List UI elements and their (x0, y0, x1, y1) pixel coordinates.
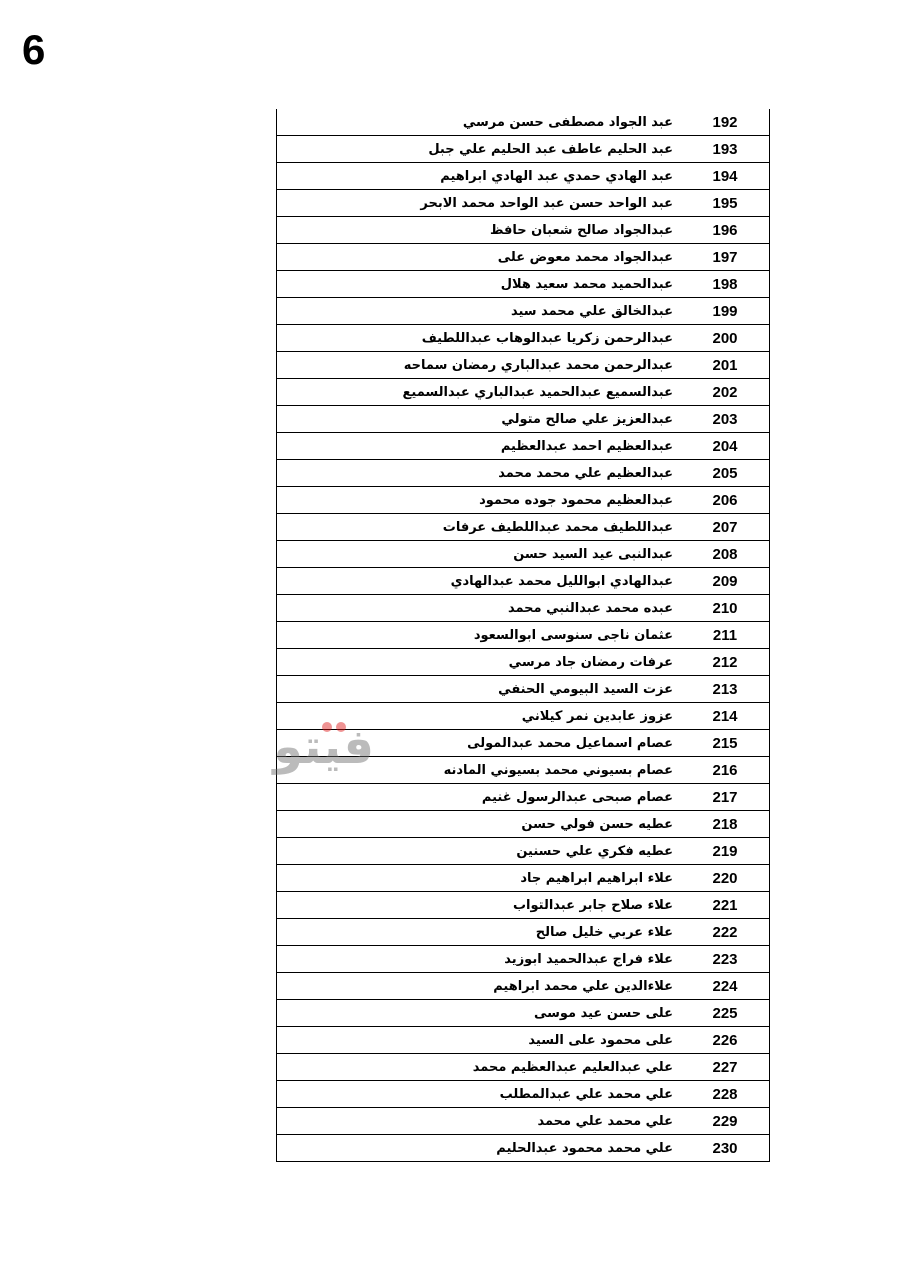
page-number: 6 (22, 26, 46, 73)
row-number: 211 (681, 622, 770, 649)
row-name: علاءالدين علي محمد ابراهيم (277, 973, 682, 1000)
table-row (277, 325, 770, 352)
table-row (277, 352, 770, 379)
row-name: عطيه حسن فولي حسن (277, 811, 682, 838)
row-number: 228 (681, 1081, 770, 1108)
row-name: علاء ابراهيم ابراهيم جاد (277, 865, 682, 892)
row-number: 201 (681, 352, 770, 379)
table-row (277, 136, 770, 163)
row-number: 195 (681, 190, 770, 217)
row-number: 205 (681, 460, 770, 487)
table-row (277, 217, 770, 244)
table-row (277, 433, 770, 460)
row-number: 193 (681, 136, 770, 163)
row-number: 208 (681, 541, 770, 568)
table-row (277, 649, 770, 676)
table-row (277, 487, 770, 514)
row-name: عبدالرحمن محمد عبدالباري رمضان سماحه (277, 352, 682, 379)
table-row (277, 703, 770, 730)
table-row (277, 298, 770, 325)
row-number: 222 (681, 919, 770, 946)
table-row (277, 811, 770, 838)
row-name: عبدالحميد محمد سعيد هلال (277, 271, 682, 298)
names-table (276, 109, 770, 1162)
row-name: عبدالسميع عبدالحميد عبدالباري عبدالسميع (277, 379, 682, 406)
row-name: عبد الهادي حمدي عبد الهادي ابراهيم (277, 163, 682, 190)
row-name: عبد الحليم عاطف عبد الحليم علي جبل (277, 136, 682, 163)
row-number: 226 (681, 1027, 770, 1054)
row-number: 220 (681, 865, 770, 892)
row-number: 230 (681, 1135, 770, 1162)
table-row (277, 1135, 770, 1162)
table-row (277, 271, 770, 298)
row-number: 218 (681, 811, 770, 838)
row-name: علي عبدالعليم عبدالعظيم محمد (277, 1054, 682, 1081)
row-number: 204 (681, 433, 770, 460)
row-number: 229 (681, 1108, 770, 1135)
row-number: 200 (681, 325, 770, 352)
table-row (277, 973, 770, 1000)
row-name: علاء عربي خليل صالح (277, 919, 682, 946)
row-name: عبد الجواد مصطفى حسن مرسي (277, 109, 682, 136)
table-row (277, 460, 770, 487)
row-number: 227 (681, 1054, 770, 1081)
table-row (277, 1054, 770, 1081)
row-name: على حسن عيد موسى (277, 1000, 682, 1027)
table-row (277, 244, 770, 271)
table-row (277, 379, 770, 406)
table-row (277, 190, 770, 217)
table-row (277, 784, 770, 811)
table-row (277, 541, 770, 568)
table-row (277, 514, 770, 541)
table-row (277, 676, 770, 703)
row-name: علي محمد محمود عبدالحليم (277, 1135, 682, 1162)
row-number: 196 (681, 217, 770, 244)
table-row (277, 1081, 770, 1108)
row-number: 192 (681, 109, 770, 136)
row-number: 210 (681, 595, 770, 622)
row-number: 225 (681, 1000, 770, 1027)
table-row (277, 622, 770, 649)
row-name: علي محمد علي محمد (277, 1108, 682, 1135)
row-name: عبداللطيف محمد عبداللطيف عرفات (277, 514, 682, 541)
table-row (277, 892, 770, 919)
row-name: عبدالعظيم علي محمد محمد (277, 460, 682, 487)
row-number: 223 (681, 946, 770, 973)
row-number: 197 (681, 244, 770, 271)
row-name: عبدالرحمن زكريا عبدالوهاب عبداللطيف (277, 325, 682, 352)
row-name: عصام بسيوني محمد بسيوني المادنه (277, 757, 682, 784)
row-name: عطيه فكري علي حسنين (277, 838, 682, 865)
table-row (277, 865, 770, 892)
row-number: 224 (681, 973, 770, 1000)
row-number: 203 (681, 406, 770, 433)
row-name: عثمان ناجى سنوسى ابوالسعود (277, 622, 682, 649)
row-number: 209 (681, 568, 770, 595)
row-number: 217 (681, 784, 770, 811)
row-number: 198 (681, 271, 770, 298)
row-name: عبدالجواد محمد معوض على (277, 244, 682, 271)
table-row (277, 946, 770, 973)
row-name: عبدالجواد صالح شعبان حافظ (277, 217, 682, 244)
row-number: 202 (681, 379, 770, 406)
row-number: 219 (681, 838, 770, 865)
row-name: عبدالعظيم احمد عبدالعظيم (277, 433, 682, 460)
row-name: عزوز عابدين نمر كيلاني (277, 703, 682, 730)
row-name: عبده محمد عبدالنبي محمد (277, 595, 682, 622)
row-name: عزت السيد البيومي الحنفي (277, 676, 682, 703)
row-name: عبدالهادي ابوالليل محمد عبدالهادي (277, 568, 682, 595)
table-row (277, 406, 770, 433)
row-name: عبد الواحد حسن عبد الواحد محمد الابحر (277, 190, 682, 217)
row-number: 199 (681, 298, 770, 325)
row-number: 213 (681, 676, 770, 703)
table-row (277, 919, 770, 946)
row-name: عبدالعزيز علي صالح متولي (277, 406, 682, 433)
row-name: عرفات رمضان جاد مرسي (277, 649, 682, 676)
row-name: عبدالعظيم محمود جوده محمود (277, 487, 682, 514)
row-name: عصام صبحى عبدالرسول غنيم (277, 784, 682, 811)
row-name: عصام اسماعيل محمد عبدالمولى (277, 730, 682, 757)
row-name: علاء صلاح جابر عبدالتواب (277, 892, 682, 919)
row-number: 214 (681, 703, 770, 730)
table-row (277, 163, 770, 190)
row-number: 207 (681, 514, 770, 541)
table-row (277, 730, 770, 757)
names-table-body (277, 109, 770, 1162)
row-number: 206 (681, 487, 770, 514)
row-name: علاء فراج عبدالحميد ابوزيد (277, 946, 682, 973)
table-row (277, 1027, 770, 1054)
row-name: علي محمد علي عبدالمطلب (277, 1081, 682, 1108)
row-number: 194 (681, 163, 770, 190)
row-name: على محمود على السيد (277, 1027, 682, 1054)
row-number: 215 (681, 730, 770, 757)
table-row (277, 568, 770, 595)
row-number: 216 (681, 757, 770, 784)
table-row (277, 757, 770, 784)
row-name: عبدالخالق علي محمد سيد (277, 298, 682, 325)
table-row (277, 1108, 770, 1135)
table-row (277, 595, 770, 622)
table-row (277, 838, 770, 865)
row-number: 221 (681, 892, 770, 919)
table-row (277, 1000, 770, 1027)
watermark-text: فيتو (273, 719, 374, 775)
table-row (277, 109, 770, 136)
row-name: عبدالنبى عيد السيد حسن (277, 541, 682, 568)
row-number: 212 (681, 649, 770, 676)
